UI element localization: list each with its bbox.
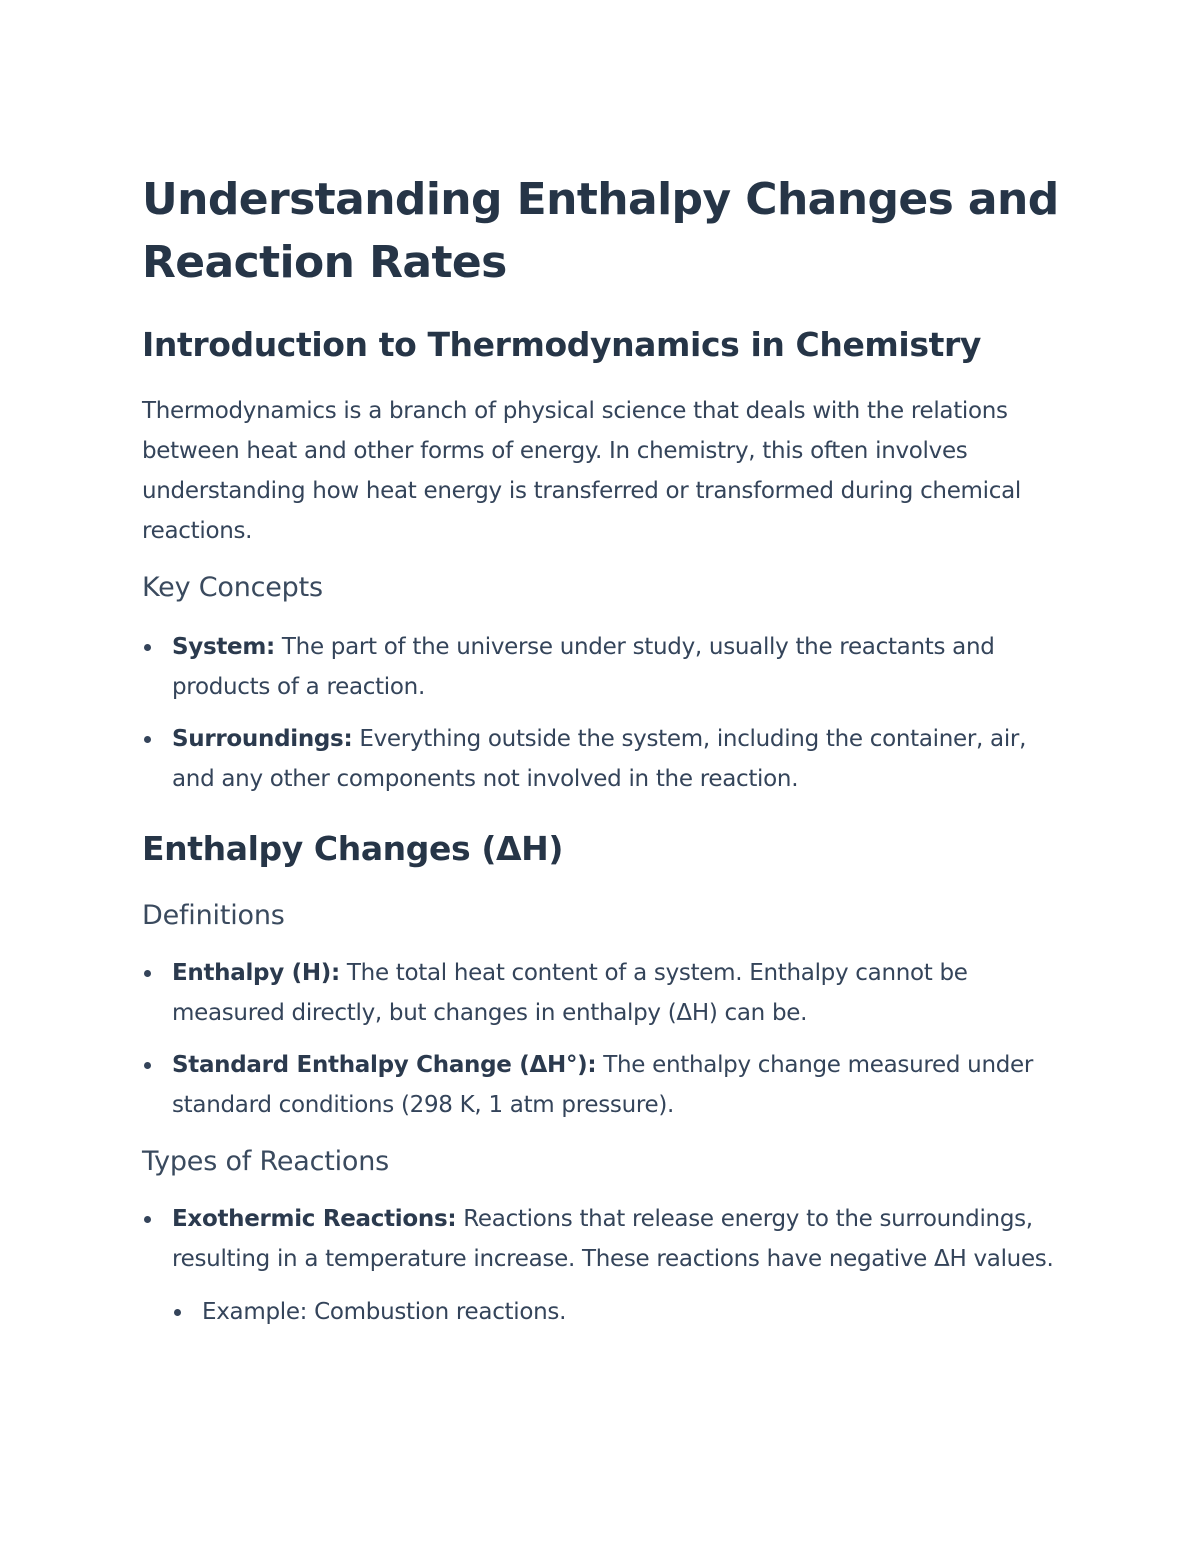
term-surroundings: Surroundings:: [172, 726, 353, 752]
list-item-exothermic: [142, 1199, 1060, 1332]
intro-paragraph: Thermodynamics is a branch of physical science that deals with the relations between heat and other forms of energy. In chemistry, this often involves understanding how heat energy is transferred or transformed during chemical reactions.: [142, 398, 1021, 544]
definition-surroundings: Everything outside the system, including the container, air, and any other components not involved in the reaction.: [172, 726, 1027, 792]
definition-enthalpy: The total heat content of a system. Enthalpy cannot be measured directly, but changes in enthalpy (ΔH) can be.: [172, 960, 968, 1026]
term-exothermic: Exothermic Reactions:: [172, 1206, 457, 1232]
reaction-types-list: [142, 1199, 1060, 1332]
list-item-surroundings: [142, 719, 1060, 799]
term-system: System:: [172, 634, 275, 660]
list-item-enthalpy: [142, 953, 1060, 1033]
subheading-definitions: Definitions: [142, 900, 285, 931]
list-item-standard-enthalpy-change: [142, 1045, 1060, 1125]
list-item-example-combustion: Example: Combustion reactions.: [172, 1292, 1060, 1332]
definition-system: The part of the universe under study, usually the reactants and products of a reaction.: [172, 634, 995, 700]
definition-standard-enthalpy-change: The enthalpy change measured under standard conditions (298 K, 1 atm pressure).: [172, 1052, 1034, 1118]
key-concepts-list: [142, 627, 1060, 799]
list-item-system: [142, 627, 1060, 707]
term-enthalpy: Enthalpy (H):: [172, 960, 340, 986]
term-standard-enthalpy-change: Standard Enthalpy Change (ΔH°):: [172, 1052, 597, 1078]
exothermic-examples-list: [172, 1292, 1060, 1332]
definition-exothermic: Reactions that release energy to the surroundings, resulting in a temperature increase. These reactions have negative ΔH values.: [172, 1206, 1054, 1272]
subheading-types-of-reactions: Types of Reactions: [142, 1146, 390, 1177]
document-title: Understanding Enthalpy Changes and Reaction Rates: [142, 174, 1059, 288]
definitions-list: [142, 953, 1060, 1125]
section-heading-introduction: Introduction to Thermodynamics in Chemistry: [142, 325, 981, 364]
section-heading-enthalpy-changes: Enthalpy Changes (ΔH): [142, 829, 564, 868]
subheading-key-concepts: Key Concepts: [142, 572, 323, 603]
